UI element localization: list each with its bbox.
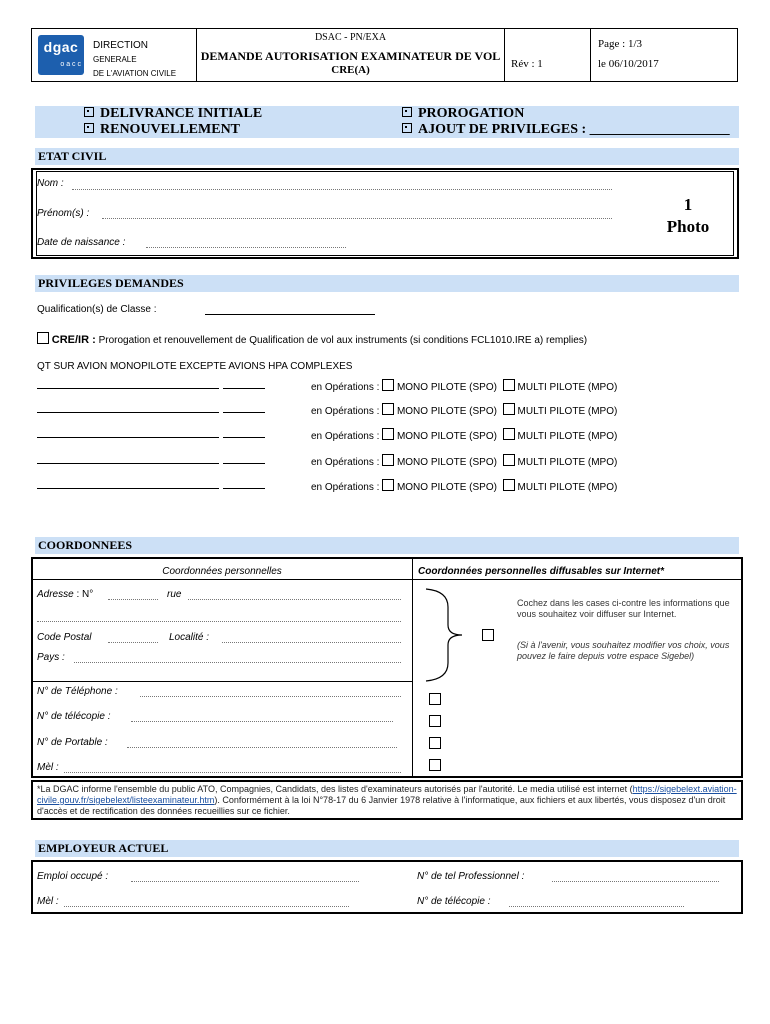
coordonnees-box [31,557,743,778]
operations-label: en Opérations : [311,482,380,493]
checkbox-multi-pilot[interactable] [503,379,515,391]
privacy-note-box [31,780,743,820]
pro-phone-field[interactable] [552,881,719,882]
photo-label: Photo [666,217,710,236]
mobile-label: N° de Portable : [37,737,108,748]
option-renewal[interactable] [84,122,262,138]
qt-detail-field[interactable] [223,437,265,438]
checkbox-mono-pilot[interactable] [382,379,394,391]
qt-type-field[interactable] [37,412,219,413]
address-label [37,589,93,600]
postal-code-label: Code Postal [37,632,92,643]
address-label-text: Adresse [37,589,74,600]
coord-col1-header: Coordonnées personnelles [162,566,282,577]
address-line2-field[interactable] [37,621,401,622]
postal-code-field[interactable] [108,642,158,643]
cre-ir-option[interactable] [37,332,587,346]
header-divider [504,28,505,82]
option-add-privileges-label: AJOUT DE PRIVILEGES : ____________________ [418,122,730,137]
qt-operations [311,379,617,393]
privacy-note-prefix: *La DGAC informe l'ensemble du public ATO, Compagnies, Candidats, des listes d'examinateurs autorisés par l'autorité. Le media utilisé est internet ( [37,784,633,794]
coord-col2-header: Coordonnées personnelles diffusables sur Internet* [418,566,664,577]
checkbox-diffuse-email[interactable] [429,759,441,771]
request-type-right [402,106,730,138]
qt-detail-field[interactable] [223,412,265,413]
qt-operations [311,428,617,442]
checkbox-diffuse-mobile[interactable] [429,737,441,749]
qt-operations [311,403,617,417]
checkbox-multi-pilot[interactable] [503,428,515,440]
section-title: ETAT CIVIL [38,149,107,163]
checkbox-diffuse-fax[interactable] [429,715,441,727]
checkbox-renewal[interactable] [84,123,94,133]
mono-pilot-label: MONO PILOTE (SPO) [396,431,497,442]
option-renewal-label: RENOUVELLEMENT [100,122,241,137]
nom-field[interactable] [72,189,612,190]
revision: Rév : 1 [511,58,543,70]
checkbox-mono-pilot[interactable] [382,403,394,415]
multi-pilot-label: MULTI PILOTE (MPO) [517,431,618,442]
logo-subtext: o a c c [60,61,81,68]
page-number: Page : 1/3 [598,38,642,50]
employer-email-label: Mèl : [37,896,59,907]
job-label: Emploi occupé : [37,871,109,882]
section-title: COORDONNEES [38,538,133,552]
curly-brace-icon [418,587,478,683]
org-line2: GENERALE [93,55,137,64]
street-field[interactable] [188,599,401,600]
checkbox-add-privileges[interactable] [402,123,412,133]
diffuse-note: (Si à l'avenir, vous souhaitez modifier vos choix, vous pouvez le faire depuis votre espace Sigebel) [517,640,730,661]
diffuse-instructions: Cochez dans les cases ci-contre les informations que vous souhaitez voir diffuser sur Internet. [517,598,730,619]
mobile-field[interactable] [127,747,397,748]
examiner-list-link[interactable]: https://sigebelext.aviation-civile.gouv.fr/sigebelext/listeexaminateur.htm [37,784,737,805]
phone-label: N° de Téléphone : [37,686,118,697]
birthdate-field[interactable] [146,247,346,248]
employer-fax-field[interactable] [509,906,684,907]
mono-pilot-label: MONO PILOTE (SPO) [396,457,497,468]
option-initial-label: DELIVRANCE INITIALE [100,106,263,121]
cre-ir-title: CRE/IR : [51,334,96,346]
birthdate-label: Date de naissance : [37,237,126,248]
org-line3: DE L'AVIATION CIVILE [93,69,177,78]
checkbox-mono-pilot[interactable] [382,454,394,466]
multi-pilot-label: MULTI PILOTE (MPO) [517,482,618,493]
operations-label: en Opérations : [311,457,380,468]
phone-field[interactable] [140,696,401,697]
title-line1: DEMANDE AUTORISATION EXAMINATEUR DE VOL [200,49,501,63]
employer-email-field[interactable] [64,906,349,907]
qualif-label: Qualification(s) de Classe : [37,304,157,315]
checkbox-multi-pilot[interactable] [503,454,515,466]
checkbox-prorogation[interactable] [402,107,412,117]
coord-address-divider [31,681,413,682]
email-label: Mèl : [37,762,59,773]
qt-detail-field[interactable] [223,488,265,489]
section-employeur [35,840,739,857]
city-label: Localité : [169,632,210,643]
section-privileges [35,275,739,292]
photo-placeholder [648,194,728,238]
cre-ir-text: Prorogation et renouvellement de Qualification de vol aux instruments (si conditions FCL1010.IRE a) remplies) [98,335,588,346]
pro-phone-label: N° de tel Professionnel : [417,871,525,882]
title-line2: CRE(A) [331,64,370,76]
country-field[interactable] [74,662,401,663]
section-title: EMPLOYEUR ACTUEL [38,841,169,855]
employer-fax-label: N° de télécopie : [417,896,491,907]
email-field[interactable] [64,772,401,773]
qt-detail-field[interactable] [223,463,265,464]
coord-col-divider [412,557,413,778]
fax-field[interactable] [131,721,393,722]
prenom-label: Prénom(s) : [37,208,90,219]
country-label: Pays : [37,652,65,663]
qt-type-field[interactable] [37,437,219,438]
job-field[interactable] [131,881,359,882]
document-ref: DSAC - PN/EXA [314,32,387,43]
operations-label: en Opérations : [311,431,380,442]
checkbox-diffuse-phone[interactable] [429,693,441,705]
option-initial[interactable] [84,106,262,122]
checkbox-mono-pilot[interactable] [382,428,394,440]
multi-pilot-label: MULTI PILOTE (MPO) [517,406,618,417]
mono-pilot-label: MONO PILOTE (SPO) [396,482,497,493]
multi-pilot-label: MULTI PILOTE (MPO) [517,382,618,393]
photo-number: 1 [683,195,693,214]
street-label: rue [167,589,182,600]
etat-civil-box [31,168,739,259]
document-title [197,49,504,77]
operations-label: en Opérations : [311,406,380,417]
checkbox-cre-ir[interactable] [37,332,49,344]
request-type-left [84,106,262,138]
address-number-label: : N° [76,589,94,600]
nom-label: Nom : [37,178,64,189]
option-add-privileges[interactable] [402,122,730,138]
document-date: le 06/10/2017 [598,58,659,70]
multi-pilot-label: MULTI PILOTE (MPO) [517,457,618,468]
qt-type-field[interactable] [37,388,219,389]
qt-type-field[interactable] [37,488,219,489]
org-name [93,39,176,81]
city-field[interactable] [222,642,401,643]
qt-operations [311,454,617,468]
option-prorogation-label: PROROGATION [418,106,525,121]
operations-label: en Opérations : [311,382,380,393]
section-title: PRIVILEGES DEMANDES [38,276,184,290]
org-line1: DIRECTION [93,40,148,51]
prenom-field[interactable] [102,218,612,219]
checkbox-initial[interactable] [84,107,94,117]
coord-header-divider [31,579,743,580]
qt-detail-field[interactable] [223,388,265,389]
privacy-note-suffix: ). Conformément à la loi N°78-17 du 6 Janvier 1978 relative à l'informatique, aux fichiers et aux libertés, vous disposez d'un droit d'accès et de rectification des données recueillies sur ce fichier. [37,795,726,816]
checkbox-multi-pilot[interactable] [503,403,515,415]
mono-pilot-label: MONO PILOTE (SPO) [396,382,497,393]
checkbox-diffuse-address[interactable] [482,629,494,641]
checkbox-mono-pilot[interactable] [382,479,394,491]
logo-text: dgac [43,39,79,55]
mono-pilot-label: MONO PILOTE (SPO) [396,406,497,417]
option-prorogation[interactable] [402,106,730,122]
section-coordonnees [35,537,739,554]
checkbox-multi-pilot[interactable] [503,479,515,491]
qualif-field[interactable] [205,314,375,315]
qt-title: QT SUR AVION MONOPILOTE EXCEPTE AVIONS HPA COMPLEXES [37,361,353,372]
dgac-logo [38,35,84,75]
address-number-field[interactable] [108,599,158,600]
section-etat-civil [35,148,739,165]
qt-type-field[interactable] [37,463,219,464]
header-divider [590,28,591,82]
qt-operations [311,479,617,493]
fax-label: N° de télécopie : [37,711,111,722]
